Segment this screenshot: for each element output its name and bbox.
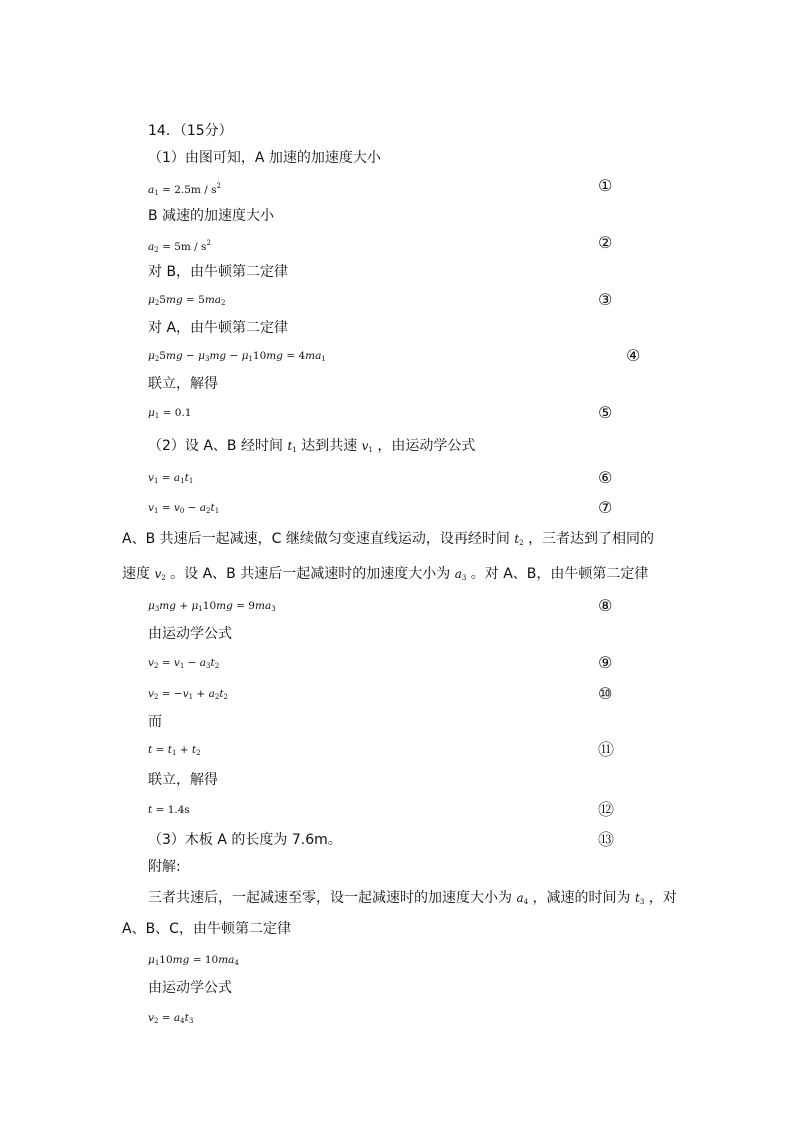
- combine-label-2: 联立，解得: [148, 772, 218, 788]
- question-heading: 14．（15分）: [148, 123, 233, 139]
- part2-intro-b: 达到共速: [301, 438, 358, 454]
- paragraph-a: A、B 共速后一起减速，C 继续做匀变速直线运动，设再经时间 $t_2$ ，三者达到了相同的: [122, 531, 655, 547]
- marker-4: ④: [626, 346, 641, 365]
- equation-6: $v_1 = a_1t_1$: [148, 472, 194, 485]
- equation-5: $\mu_1 = 0.1$: [148, 407, 192, 420]
- paragraph-c-1: 三者共速后，一起减速至零，设一起减速时的加速度大小为: [148, 890, 512, 906]
- b-decel-label: B 减速的加速度大小: [148, 208, 275, 224]
- equation-12: t = 1.4s: [148, 804, 190, 816]
- paragraph-c: 三者共速后，一起减速至零，设一起减速时的加速度大小为 $a_4$ ，减速的时间为 $t_3$ ，对: [148, 890, 677, 906]
- marker-7: ⑦: [598, 498, 613, 517]
- equation-7: $v_1 = v_0 - a_2t_1$: [148, 502, 220, 515]
- paragraph-a-2: ，三者达到了相同的: [528, 531, 655, 547]
- for-a-label: 对 A，由牛顿第二定律: [148, 320, 289, 336]
- paragraph-b: 速度 $v_2$ 。设 A、B 共速后一起减速时的加速度大小为 $a_3$ 。对 A、B，由牛顿第二定律: [122, 566, 649, 582]
- equation-11: $t = t_1 + t_2$: [148, 744, 201, 757]
- paragraph-a-1: A、B 共速后一起减速，C 继续做匀变速直线运动，设再经时间: [122, 531, 510, 547]
- part2-intro-c: ，由运动学公式: [377, 438, 476, 454]
- marker-13: ⑬: [598, 830, 615, 849]
- equation-9: $v_2 = v_1 - a_3t_2$: [148, 657, 220, 670]
- marker-6: ⑥: [598, 468, 613, 487]
- marker-1: ①: [598, 176, 613, 195]
- equation-4: $\mu_25mg - \mu_3mg - \mu_110mg = 4ma_1$: [148, 350, 326, 363]
- marker-2: ②: [598, 233, 613, 252]
- marker-12: ⑫: [598, 800, 615, 819]
- marker-10: ⑩: [598, 684, 613, 703]
- and-label: 而: [148, 714, 162, 730]
- marker-3: ③: [598, 290, 613, 309]
- paragraph-c-3: ，对: [648, 890, 677, 906]
- kinematics-label-2: 由运动学公式: [148, 980, 232, 996]
- paragraph-b-3: 。对 A、B，由牛顿第二定律: [470, 566, 649, 582]
- marker-5: ⑤: [598, 403, 613, 422]
- paragraph-d: A、B、C，由牛顿第二定律: [122, 921, 291, 937]
- paragraph-c-2: ，减速的时间为: [532, 890, 631, 906]
- equation-appendix-1: $\mu_110mg = 10ma_4$: [148, 954, 239, 967]
- combine-label-1: 联立，解得: [148, 376, 218, 392]
- marker-11: ⑪: [598, 740, 615, 759]
- equation-10: $v_2 = -v_1 + a_2t_2$: [148, 688, 229, 701]
- paragraph-b-1: 速度: [122, 566, 150, 582]
- equation-3: $\mu_25mg = 5ma_2$: [148, 294, 226, 307]
- part2-intro: （2）设 A、B 经时间 $t_1$ 达到共速 $v_1$ ，由运动学公式: [148, 438, 476, 454]
- paragraph-b-2: 。设 A、B 共速后一起减速时的加速度大小为: [170, 566, 451, 582]
- part1-intro: （1）由图可知，A 加速的加速度大小: [148, 150, 381, 166]
- for-b-label: 对 B，由牛顿第二定律: [148, 264, 289, 280]
- marker-9: ⑨: [598, 653, 613, 672]
- kinematics-label-1: 由运动学公式: [148, 626, 232, 642]
- equation-a1: $a_1 = 2.5m / s^2$: [148, 182, 221, 197]
- equation-8: $\mu_3mg + \mu_110mg = 9ma_3$: [148, 600, 276, 613]
- part2-intro-a: （2）设 A、B 经时间: [148, 438, 283, 454]
- equation-a2: $a_2 = 5m / s^2$: [148, 239, 211, 254]
- part3: （3）木板 A 的长度为 7.6m。: [148, 832, 342, 848]
- marker-8: ⑧: [598, 596, 613, 615]
- equation-appendix-2: $v_2 = a_4t_3$: [148, 1012, 194, 1025]
- appendix-label: 附解:: [148, 859, 181, 875]
